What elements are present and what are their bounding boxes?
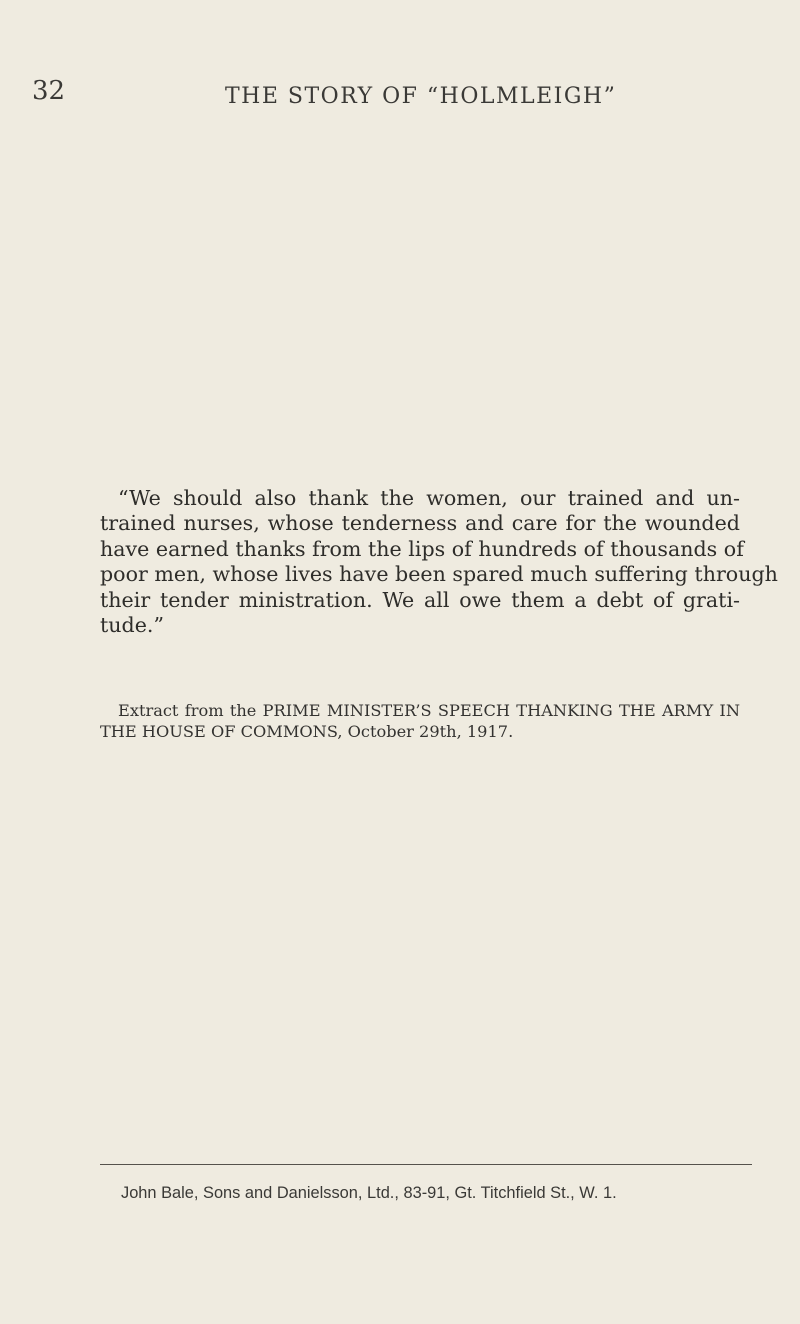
running-title: THE STORY OF “HOLMLEIGH” bbox=[225, 84, 617, 109]
quote-line: “We should also thank the women, our trained and un- bbox=[118, 486, 740, 510]
printer-imprint: John Bale, Sons and Danielsson, Ltd., 83-91, Gt. Titchfield St., W. 1. bbox=[121, 1184, 617, 1202]
attribution-line: Extract from the PRIME MINISTER’S SPEECH THANKING THE ARMY IN bbox=[118, 701, 740, 720]
quote-line: poor men, whose lives have been spared much suffering through bbox=[100, 562, 778, 587]
attribution-line: THE HOUSE OF COMMONS, October 29th, 1917. bbox=[100, 722, 514, 741]
quote-line: have earned thanks from the lips of hundreds of thousands of bbox=[100, 536, 744, 561]
quote-line: their tender ministration. We all owe them a debt of grati- bbox=[100, 587, 740, 612]
footer-divider bbox=[100, 1164, 752, 1165]
quote-line: trained nurses, whose tenderness and care for the wounded bbox=[100, 511, 740, 536]
quote-attribution bbox=[100, 700, 740, 742]
quote-line: tude.” bbox=[100, 613, 164, 638]
page-number: 32 bbox=[32, 76, 66, 106]
quotation-paragraph bbox=[100, 486, 778, 638]
